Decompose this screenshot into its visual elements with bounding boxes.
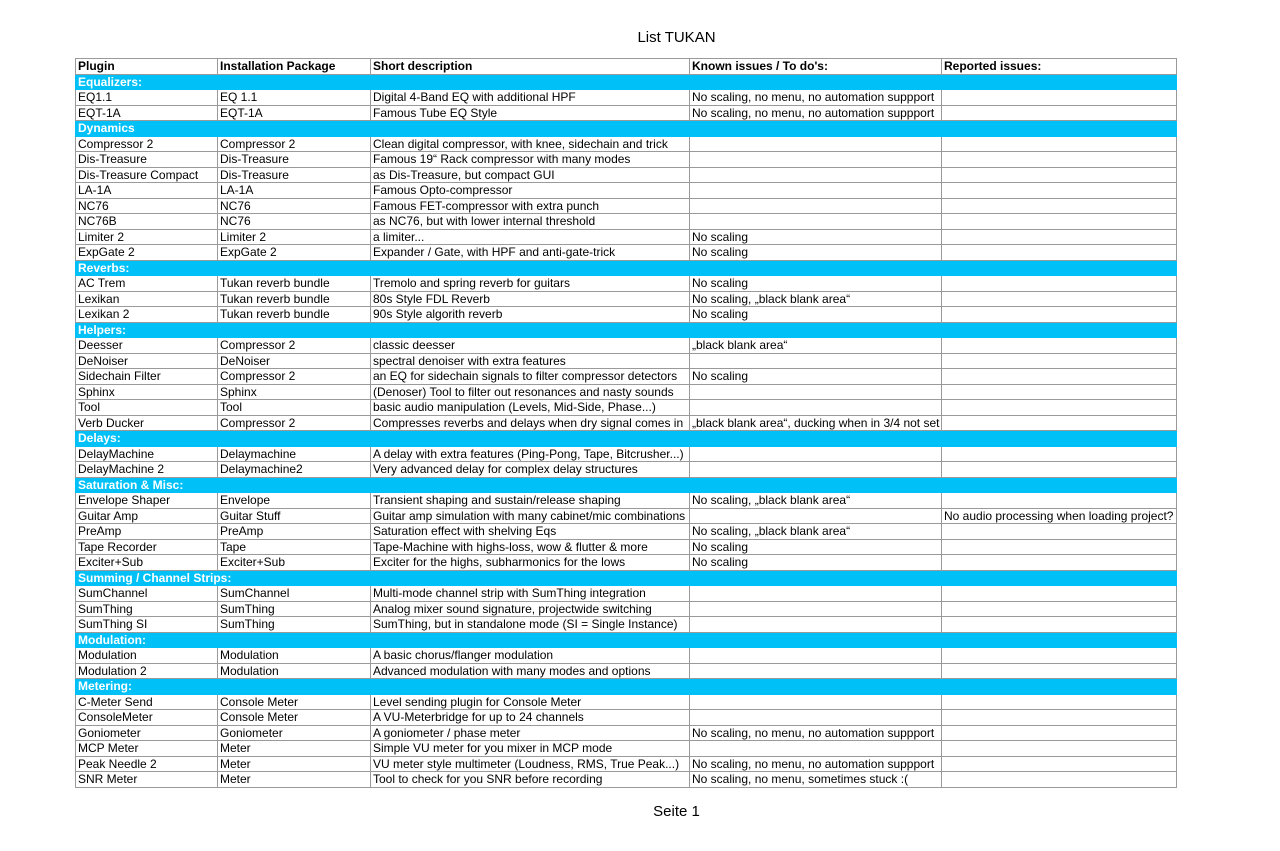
cell-installation-package: EQ 1.1 xyxy=(218,90,371,106)
cell-plugin: SNR Meter xyxy=(76,772,218,788)
cell-known-issues xyxy=(690,183,942,199)
column-header-reported-issues: Reported issues: xyxy=(942,59,1177,75)
cell-reported-issues xyxy=(942,400,1177,416)
section-row xyxy=(76,121,1177,137)
cell-known-issues xyxy=(690,167,942,183)
cell-plugin: EQT-1A xyxy=(76,105,218,121)
table-row xyxy=(76,493,1177,509)
cell-short-description: Tool to check for you SNR before recording xyxy=(371,772,690,788)
cell-known-issues: No scaling, „black blank area“ xyxy=(690,493,942,509)
table-row xyxy=(76,415,1177,431)
cell-reported-issues xyxy=(942,524,1177,540)
cell-plugin: Tool xyxy=(76,400,218,416)
cell-plugin: SumThing xyxy=(76,601,218,617)
cell-known-issues xyxy=(690,617,942,633)
cell-installation-package: Tukan reverb bundle xyxy=(218,291,371,307)
cell-known-issues: No scaling xyxy=(690,229,942,245)
cell-plugin: Dis-Treasure xyxy=(76,152,218,168)
table-row xyxy=(76,694,1177,710)
cell-short-description: A VU-Meterbridge for up to 24 channels xyxy=(371,710,690,726)
cell-reported-issues xyxy=(942,601,1177,617)
cell-reported-issues xyxy=(942,772,1177,788)
cell-short-description: Transient shaping and sustain/release shaping xyxy=(371,493,690,509)
cell-short-description: Clean digital compressor, with knee, sidechain and trick xyxy=(371,136,690,152)
cell-short-description: 90s Style algorith reverb xyxy=(371,307,690,323)
cell-short-description: basic audio manipulation (Levels, Mid-Side, Phase...) xyxy=(371,400,690,416)
section-row xyxy=(76,632,1177,648)
cell-reported-issues xyxy=(942,710,1177,726)
cell-installation-package: Compressor 2 xyxy=(218,369,371,385)
table-row xyxy=(76,307,1177,323)
page-footer: Seite 1 xyxy=(653,803,700,820)
table-row xyxy=(76,136,1177,152)
cell-installation-package: NC76 xyxy=(218,214,371,230)
cell-known-issues xyxy=(690,152,942,168)
table-row xyxy=(76,710,1177,726)
cell-known-issues: No scaling, no menu, no automation suppport xyxy=(690,756,942,772)
cell-known-issues xyxy=(690,586,942,602)
cell-reported-issues xyxy=(942,648,1177,664)
cell-short-description: Exciter for the highs, subharmonics for the lows xyxy=(371,555,690,571)
table-row xyxy=(76,198,1177,214)
cell-known-issues: No scaling, no menu, no automation suppport xyxy=(690,105,942,121)
cell-short-description: Level sending plugin for Console Meter xyxy=(371,694,690,710)
cell-installation-package: Envelope xyxy=(218,493,371,509)
cell-known-issues: No scaling xyxy=(690,555,942,571)
cell-plugin: DeNoiser xyxy=(76,353,218,369)
cell-known-issues xyxy=(690,663,942,679)
table-row xyxy=(76,167,1177,183)
column-header-short-description: Short description xyxy=(371,59,690,75)
cell-short-description: as NC76, but with lower internal threshold xyxy=(371,214,690,230)
cell-known-issues xyxy=(690,694,942,710)
table-row xyxy=(76,229,1177,245)
cell-installation-package: Goniometer xyxy=(218,725,371,741)
cell-short-description: Digital 4-Band EQ with additional HPF xyxy=(371,90,690,106)
cell-reported-issues xyxy=(942,152,1177,168)
table-row xyxy=(76,586,1177,602)
cell-reported-issues xyxy=(942,384,1177,400)
column-header-plugin: Plugin xyxy=(76,59,218,75)
cell-short-description: Advanced modulation with many modes and options xyxy=(371,663,690,679)
cell-short-description: A delay with extra features (Ping-Pong, Tape, Bitcrusher...) xyxy=(371,446,690,462)
cell-known-issues xyxy=(690,198,942,214)
cell-installation-package: Exciter+Sub xyxy=(218,555,371,571)
cell-installation-package: LA-1A xyxy=(218,183,371,199)
cell-known-issues: No scaling, „black blank area“ xyxy=(690,291,942,307)
cell-reported-issues: No audio processing when loading project? xyxy=(942,508,1177,524)
cell-plugin: Limiter 2 xyxy=(76,229,218,245)
table-row xyxy=(76,338,1177,354)
cell-reported-issues xyxy=(942,555,1177,571)
cell-short-description: Saturation effect with shelving Eqs xyxy=(371,524,690,540)
cell-reported-issues xyxy=(942,725,1177,741)
cell-known-issues xyxy=(690,648,942,664)
cell-reported-issues xyxy=(942,307,1177,323)
cell-plugin: NC76 xyxy=(76,198,218,214)
cell-reported-issues xyxy=(942,493,1177,509)
cell-short-description: Guitar amp simulation with many cabinet/mic combinations xyxy=(371,508,690,524)
cell-known-issues: „black blank area“, ducking when in 3/4 not set xyxy=(690,415,942,431)
cell-reported-issues xyxy=(942,105,1177,121)
cell-reported-issues xyxy=(942,369,1177,385)
section-row xyxy=(76,570,1177,586)
cell-reported-issues xyxy=(942,198,1177,214)
cell-plugin: Guitar Amp xyxy=(76,508,218,524)
section-heading: Delays: xyxy=(76,431,1177,447)
cell-plugin: Lexikan 2 xyxy=(76,307,218,323)
table-body xyxy=(76,74,1177,787)
cell-installation-package: Meter xyxy=(218,772,371,788)
cell-plugin: DelayMachine xyxy=(76,446,218,462)
table-row xyxy=(76,617,1177,633)
cell-reported-issues xyxy=(942,338,1177,354)
cell-installation-package: Guitar Stuff xyxy=(218,508,371,524)
cell-plugin: Envelope Shaper xyxy=(76,493,218,509)
cell-plugin: ExpGate 2 xyxy=(76,245,218,261)
cell-short-description: Compresses reverbs and delays when dry signal comes in xyxy=(371,415,690,431)
cell-plugin: Goniometer xyxy=(76,725,218,741)
table-row xyxy=(76,601,1177,617)
cell-plugin: Sidechain Filter xyxy=(76,369,218,385)
cell-known-issues xyxy=(690,446,942,462)
cell-known-issues xyxy=(690,353,942,369)
cell-plugin: Verb Ducker xyxy=(76,415,218,431)
cell-reported-issues xyxy=(942,446,1177,462)
cell-reported-issues xyxy=(942,183,1177,199)
cell-reported-issues xyxy=(942,586,1177,602)
cell-plugin: SumChannel xyxy=(76,586,218,602)
cell-reported-issues xyxy=(942,245,1177,261)
cell-short-description: Famous 19“ Rack compressor with many modes xyxy=(371,152,690,168)
cell-known-issues: No scaling, no menu, sometimes stuck :( xyxy=(690,772,942,788)
cell-reported-issues xyxy=(942,539,1177,555)
cell-plugin: DelayMachine 2 xyxy=(76,462,218,478)
table-row xyxy=(76,90,1177,106)
cell-known-issues: No scaling, no menu, no automation suppport xyxy=(690,725,942,741)
section-heading: Dynamics xyxy=(76,121,1177,137)
cell-short-description: Famous FET-compressor with extra punch xyxy=(371,198,690,214)
cell-reported-issues xyxy=(942,756,1177,772)
cell-installation-package: Console Meter xyxy=(218,710,371,726)
column-header-installation-package: Installation Package xyxy=(218,59,371,75)
cell-known-issues: No scaling, no menu, no automation suppport xyxy=(690,90,942,106)
cell-known-issues xyxy=(690,214,942,230)
cell-known-issues: No scaling xyxy=(690,245,942,261)
cell-reported-issues xyxy=(942,617,1177,633)
cell-short-description: Famous Tube EQ Style xyxy=(371,105,690,121)
cell-known-issues xyxy=(690,462,942,478)
cell-plugin: Modulation 2 xyxy=(76,663,218,679)
cell-short-description: Tremolo and spring reverb for guitars xyxy=(371,276,690,292)
table-row xyxy=(76,648,1177,664)
cell-installation-package: Modulation xyxy=(218,663,371,679)
cell-reported-issues xyxy=(942,136,1177,152)
cell-plugin: C-Meter Send xyxy=(76,694,218,710)
cell-known-issues xyxy=(690,508,942,524)
cell-installation-package: Compressor 2 xyxy=(218,136,371,152)
document-title: List TUKAN xyxy=(637,29,716,46)
cell-short-description: Analog mixer sound signature, projectwide switching xyxy=(371,601,690,617)
cell-installation-package: Limiter 2 xyxy=(218,229,371,245)
cell-known-issues: No scaling xyxy=(690,539,942,555)
cell-reported-issues xyxy=(942,90,1177,106)
cell-known-issues: No scaling, „black blank area“ xyxy=(690,524,942,540)
cell-short-description: Expander / Gate, with HPF and anti-gate-trick xyxy=(371,245,690,261)
table-row xyxy=(76,291,1177,307)
cell-installation-package: Tukan reverb bundle xyxy=(218,276,371,292)
cell-installation-package: Tukan reverb bundle xyxy=(218,307,371,323)
cell-known-issues xyxy=(690,601,942,617)
cell-plugin: AC Trem xyxy=(76,276,218,292)
cell-known-issues xyxy=(690,384,942,400)
cell-plugin: Exciter+Sub xyxy=(76,555,218,571)
cell-installation-package: ExpGate 2 xyxy=(218,245,371,261)
cell-plugin: Dis-Treasure Compact xyxy=(76,167,218,183)
section-heading: Summing / Channel Strips: xyxy=(76,570,1177,586)
cell-installation-package: Meter xyxy=(218,756,371,772)
cell-reported-issues xyxy=(942,229,1177,245)
cell-installation-package: Dis-Treasure xyxy=(218,167,371,183)
cell-installation-package: Meter xyxy=(218,741,371,757)
table-row xyxy=(76,663,1177,679)
table-row xyxy=(76,214,1177,230)
cell-reported-issues xyxy=(942,353,1177,369)
cell-short-description: VU meter style multimeter (Loudness, RMS, True Peak...) xyxy=(371,756,690,772)
cell-plugin: Modulation xyxy=(76,648,218,664)
table-row xyxy=(76,369,1177,385)
cell-installation-package: SumChannel xyxy=(218,586,371,602)
cell-short-description: A basic chorus/flanger modulation xyxy=(371,648,690,664)
table-row xyxy=(76,446,1177,462)
cell-installation-package: PreAmp xyxy=(218,524,371,540)
table-row xyxy=(76,384,1177,400)
cell-reported-issues xyxy=(942,663,1177,679)
plugin-table xyxy=(75,58,1177,788)
table-row xyxy=(76,508,1177,524)
cell-known-issues xyxy=(690,400,942,416)
table-row xyxy=(76,772,1177,788)
section-row xyxy=(76,74,1177,90)
cell-reported-issues xyxy=(942,167,1177,183)
cell-short-description: spectral denoiser with extra features xyxy=(371,353,690,369)
cell-known-issues: No scaling xyxy=(690,307,942,323)
header-row xyxy=(76,59,1177,75)
section-row xyxy=(76,477,1177,493)
table-row xyxy=(76,105,1177,121)
cell-known-issues: „black blank area“ xyxy=(690,338,942,354)
cell-short-description: a limiter... xyxy=(371,229,690,245)
cell-installation-package: Sphinx xyxy=(218,384,371,400)
section-heading: Modulation: xyxy=(76,632,1177,648)
cell-installation-package: Console Meter xyxy=(218,694,371,710)
section-heading: Equalizers: xyxy=(76,74,1177,90)
cell-plugin: Peak Needle 2 xyxy=(76,756,218,772)
cell-short-description: Famous Opto-compressor xyxy=(371,183,690,199)
cell-reported-issues xyxy=(942,276,1177,292)
cell-short-description: Tape-Machine with highs-loss, wow & flutter & more xyxy=(371,539,690,555)
cell-known-issues xyxy=(690,741,942,757)
cell-known-issues xyxy=(690,136,942,152)
section-row xyxy=(76,431,1177,447)
section-heading: Reverbs: xyxy=(76,260,1177,276)
section-row xyxy=(76,679,1177,695)
cell-installation-package: Tape xyxy=(218,539,371,555)
table-row xyxy=(76,462,1177,478)
cell-short-description: classic deesser xyxy=(371,338,690,354)
cell-plugin: Lexikan xyxy=(76,291,218,307)
table-row xyxy=(76,400,1177,416)
cell-short-description: as Dis-Treasure, but compact GUI xyxy=(371,167,690,183)
section-row xyxy=(76,260,1177,276)
cell-installation-package: Tool xyxy=(218,400,371,416)
cell-plugin: EQ1.1 xyxy=(76,90,218,106)
cell-short-description: an EQ for sidechain signals to filter compressor detectors xyxy=(371,369,690,385)
table-row xyxy=(76,276,1177,292)
section-heading: Metering: xyxy=(76,679,1177,695)
cell-installation-package: Modulation xyxy=(218,648,371,664)
cell-installation-package: SumThing xyxy=(218,617,371,633)
cell-installation-package: SumThing xyxy=(218,601,371,617)
cell-reported-issues xyxy=(942,214,1177,230)
section-heading: Saturation & Misc: xyxy=(76,477,1177,493)
cell-short-description: Multi-mode channel strip with SumThing integration xyxy=(371,586,690,602)
cell-installation-package: Dis-Treasure xyxy=(218,152,371,168)
table-row xyxy=(76,539,1177,555)
cell-installation-package: Delaymachine2 xyxy=(218,462,371,478)
cell-plugin: MCP Meter xyxy=(76,741,218,757)
cell-plugin: Compressor 2 xyxy=(76,136,218,152)
cell-plugin: Sphinx xyxy=(76,384,218,400)
table-row xyxy=(76,183,1177,199)
table-row xyxy=(76,555,1177,571)
cell-plugin: SumThing SI xyxy=(76,617,218,633)
section-heading: Helpers: xyxy=(76,322,1177,338)
cell-known-issues: No scaling xyxy=(690,276,942,292)
table-row xyxy=(76,353,1177,369)
table-row xyxy=(76,524,1177,540)
cell-plugin: Deesser xyxy=(76,338,218,354)
cell-installation-package: NC76 xyxy=(218,198,371,214)
column-header-known-issues: Known issues / To do's: xyxy=(690,59,942,75)
table-row xyxy=(76,725,1177,741)
cell-short-description: (Denoser) Tool to filter out resonances and nasty sounds xyxy=(371,384,690,400)
cell-short-description: Simple VU meter for you mixer in MCP mode xyxy=(371,741,690,757)
cell-plugin: LA-1A xyxy=(76,183,218,199)
section-row xyxy=(76,322,1177,338)
cell-short-description: SumThing, but in standalone mode (SI = Single Instance) xyxy=(371,617,690,633)
table-row xyxy=(76,741,1177,757)
table-row xyxy=(76,756,1177,772)
cell-installation-package: DeNoiser xyxy=(218,353,371,369)
cell-reported-issues xyxy=(942,462,1177,478)
cell-known-issues: No scaling xyxy=(690,369,942,385)
table-row xyxy=(76,245,1177,261)
cell-short-description: A goniometer / phase meter xyxy=(371,725,690,741)
table-row xyxy=(76,152,1177,168)
cell-short-description: 80s Style FDL Reverb xyxy=(371,291,690,307)
cell-reported-issues xyxy=(942,694,1177,710)
cell-plugin: PreAmp xyxy=(76,524,218,540)
cell-short-description: Very advanced delay for complex delay structures xyxy=(371,462,690,478)
cell-reported-issues xyxy=(942,741,1177,757)
cell-plugin: NC76B xyxy=(76,214,218,230)
cell-reported-issues xyxy=(942,291,1177,307)
cell-plugin: ConsoleMeter xyxy=(76,710,218,726)
cell-plugin: Tape Recorder xyxy=(76,539,218,555)
cell-reported-issues xyxy=(942,415,1177,431)
cell-installation-package: Delaymachine xyxy=(218,446,371,462)
cell-installation-package: EQT-1A xyxy=(218,105,371,121)
cell-known-issues xyxy=(690,710,942,726)
cell-installation-package: Compressor 2 xyxy=(218,415,371,431)
cell-installation-package: Compressor 2 xyxy=(218,338,371,354)
